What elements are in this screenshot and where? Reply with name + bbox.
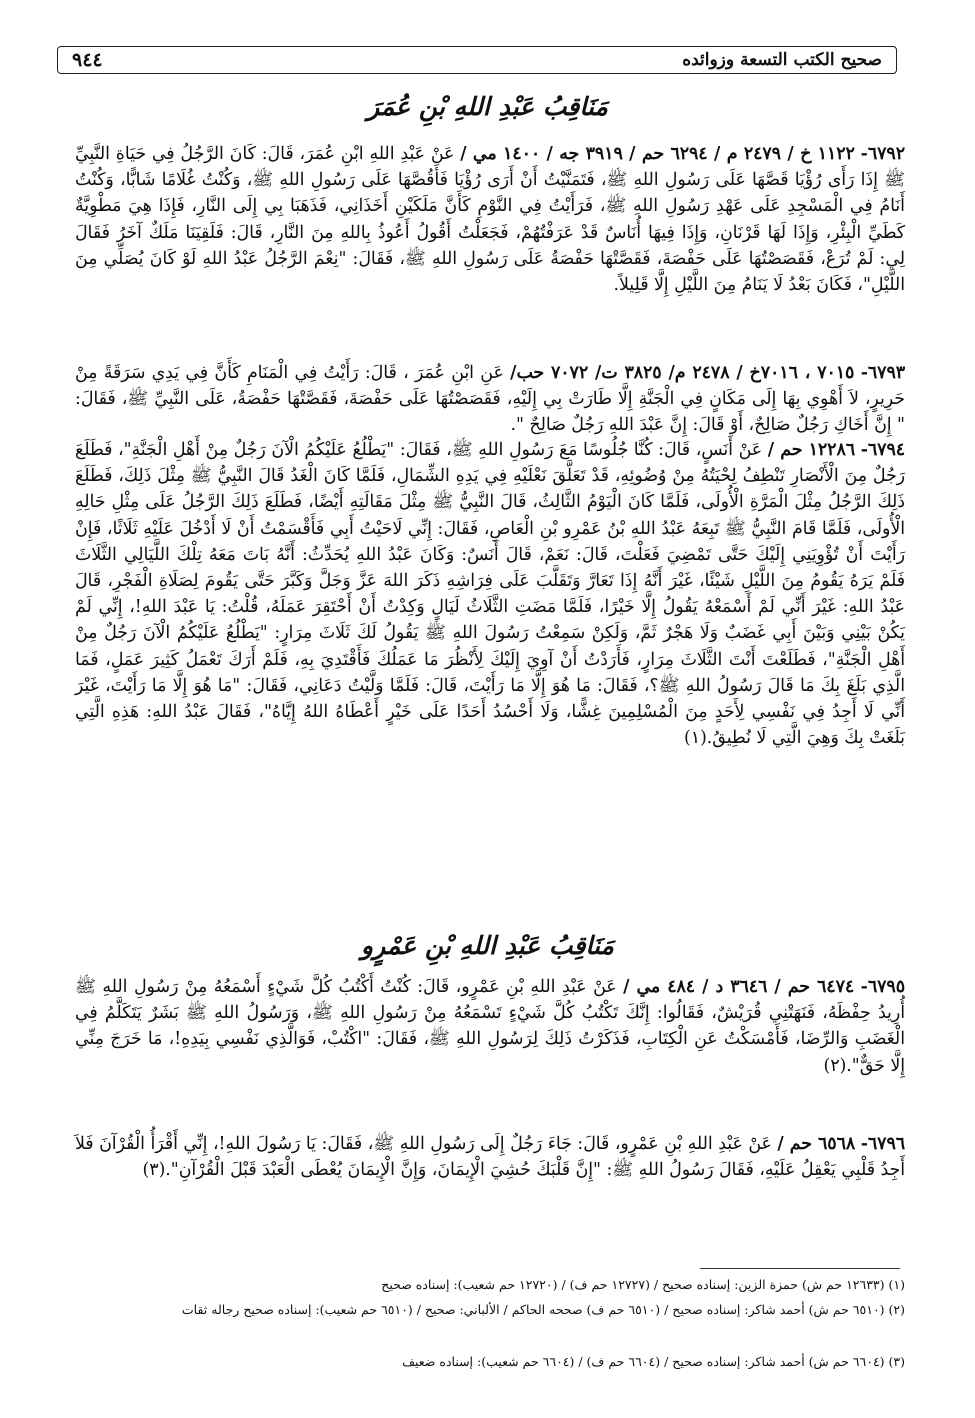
hadith-refs: ٦٥٦٨ حم /	[777, 1134, 856, 1154]
hadith-6792	[75, 141, 905, 298]
hadith-6794	[75, 437, 905, 751]
footnote-1: (١) (١٢٦٣٣ حم ش) حمزة الزين: إسناده صحيح / (١٢٧٢٧ حم ف) / (١٢٧٢٠ حم شعيب): إسناده صحيح	[381, 1277, 905, 1292]
hadith-6793	[75, 360, 905, 439]
footnote-3: (٣) (٦٦٠٤ حم ش) أحمد شاكر: إسناده صحيح / (٦٦٠٤ حم ف) / (٦٦٠٤ حم شعيب): إسناده ضعيف	[402, 1354, 905, 1369]
hadith-refs: ١١٢٢ خ / ٢٤٧٩ م / ٦٢٩٤ حم / ٣٩١٩ جه / ١٤٠٠ مي /	[460, 144, 855, 164]
hadith-text: عَنْ عَبْدِ اللهِ ابْنِ عُمَرَ، قَالَ: كَانَ الرَّجُلُ فِي حَيَاةِ النَّبِيِّ ﷺ إِذَا رَأَى رُؤْيَا قَصَّهَا عَلَى رَسُولِ اللهِ ﷺ، فَتَمَنَّيْتُ أَنْ أَرَى رُؤْيَا فَأَقُصَّهَا عَلَى رَسُولِ اللهِ ﷺ، وَكُنْتُ غُلَامًا شَابًّا، وَكُنْتُ أَنَامُ فِي الْمَسْجِدِ عَلَى عَهْدِ رَسُولِ اللهِ ﷺ، فَرَأَيْتُ فِي النَّوْمِ كَأَنَّ مَلَكَيْنِ أَخَذَانِي، فَذَهَبَا بِي إِلَى النَّارِ، فَإِذَا هِيَ مَطْوِيَّةٌ كَطَيِّ الْبِئْرِ، وَإِذَا لَهَا قَرْنَانِ، وَإِذَا فِيهَا أُنَاسٌ قَدْ عَرَفْتُهُمْ، فَجَعَلْتُ أَقُولُ أَعُوذُ بِاللهِ مِنَ النَّارِ، قَالَ: فَلَقِيَنَا مَلَكٌ آخَرُ فَقَالَ لِي: لَمْ تُرَعْ، فَقَصَصْتُهَا عَلَى حَفْصَةَ، فَقَصَّتْهَا حَفْصَةُ عَلَى رَسُولِ اللهِ ﷺ، فَقَالَ: "نِعْمَ الرَّجُلُ عَبْدُ اللهِ لَوْ كَانَ يُصَلِّي مِنَ اللَّيْلِ"، فَكَانَ بَعْدُ لَا يَنَامُ مِنَ اللَّيْلِ إِلَّا قَلِيلاً.	[75, 144, 905, 296]
hadith-refs: ٦٤٧٤ حم / ٣٦٤٦ د / ٤٨٤ مي /	[623, 977, 855, 997]
page-number: ٩٤٤	[72, 49, 103, 71]
hadith-number: ٦٧٩٤-	[860, 440, 906, 460]
book-title: صحيح الكتب التسعة وزوائده	[682, 50, 882, 70]
hadith-text: عَنْ عَبْدِ اللهِ بْنِ عَمْرٍو، قَالَ: جَاءَ رَجُلٌ إِلَى رَسُولِ اللهِ ﷺ، فَقَالَ: يَا رَسُولَ اللهِ!، إِنِّي أَقْرَأُ الْقُرْآنَ فَلاَ أَجِدُ قَلْبِي يَعْقِلُ عَلَيْهِ، فَقَالَ رَسُولُ اللهِ ﷺ: "إِنَّ قَلْبَكَ حُشِيَ الْإِيمَانَ، وَإِنَّ الْإِيمَانَ يُعْطَى الْعَبْدَ قَبْلَ الْقُرْآنِ".(٣)	[75, 1134, 905, 1181]
hadith-number: ٦٧٩٥-	[860, 977, 905, 997]
hadith-number: ٦٧٩٣-	[860, 363, 906, 383]
section-title-ibn-amr: مَنَاقِبُ عَبْدِ اللهِ بْنِ عَمْرٍو	[361, 931, 614, 960]
hadith-6796	[75, 1131, 905, 1183]
running-header	[57, 46, 897, 74]
hadith-text: عَنْ عَبْدِ اللهِ بْنِ عَمْرٍو، قَالَ: كُنْتُ أَكْتُبُ كُلَّ شَيْءٍ أَسْمَعُهُ مِنْ رَسُولِ اللهِ ﷺ أُرِيدُ حِفْظَهُ، فَنَهَتْنِي قُرَيْشٌ، فَقَالُوا: إِنَّكَ تَكْتُبُ كُلَّ شَيْءٍ تَسْمَعُهُ مِنْ رَسُولِ اللهِ ﷺ، وَرَسُولُ اللهِ ﷺ بَشَرٌ يَتَكَلَّمُ فِي الْغَضَبِ وَالرِّضَا، فَأَمْسَكْتُ عَنِ الْكِتَابِ، فَذَكَرْتُ ذَلِكَ لِرَسُولِ اللهِ ﷺ، فَقَالَ: "اكْتُبْ، فَوَالَّذِي نَفْسِي بِيَدِهِ!، مَا خَرَجَ مِنِّي إِلَّا حَقٌّ".(٢)	[75, 977, 905, 1076]
hadith-number: ٦٧٩٢-	[860, 144, 905, 164]
hadith-refs: ٧٠١٥ ، ٧٠١٦خ / ٢٤٧٨ م/ ٣٨٢٥ ت/ ٧٠٧٢ حب/	[510, 363, 855, 383]
hadith-number: ٦٧٩٦-	[860, 1134, 906, 1154]
hadith-6795	[75, 974, 905, 1079]
footnote-divider	[700, 1268, 900, 1269]
footnote-2: (٢) (٦٥١٠ حم ش) أحمد شاكر: إسناده صحيح / (٦٥١٠ حم ف) صححه الحاكم / الألباني: صحيح / (٦٥١٠ حم شعيب): إسناده صحيح رجاله ثقات	[181, 1302, 905, 1317]
hadith-refs: ١٢٢٨٦ حم /	[767, 440, 856, 460]
hadith-text: عَنْ أَنَسٍ، قَالَ: كُنَّا جُلُوسًا مَعَ رَسُولِ اللهِ ﷺ، فَقَالَ: "يَطْلُعُ عَلَيْكُمُ الْآنَ رَجُلٌ مِنْ أَهْلِ الْجَنَّةِ"، فَطَلَعَ رَجُلٌ مِنَ الْأَنْصَارِ تَنْطِفُ لِحْيَتُهُ مِنْ وُضُوئِهِ، قَدْ تَعَلَّقَ نَعْلَيْهِ فِي يَدِهِ الشِّمَالِ، فَلَمَّا كَانَ الْغَدُ قَالَ النَّبِيُّ ﷺ مِثْلَ ذَلِكَ، فَطَلَعَ ذَلِكَ الرَّجُلُ مِثْلَ الْمَرَّةِ الْأُولَى، فَلَمَّا كَانَ الْيَوْمُ الثَّالِثُ، قَالَ النَّبِيُّ ﷺ مِثْلَ مَقَالَتِهِ أَيْضًا، فَطَلَعَ ذَلِكَ الرَّجُلُ عَلَى مِثْلِ حَالِهِ الْأُولَى، فَلَمَّا قَامَ النَّبِيُّ ﷺ تَبِعَهُ عَبْدُ اللهِ بْنُ عَمْرِو بْنِ الْعَاصِ، فَقَالَ: إِنِّي لَاحَيْتُ أَبِي فَأَقْسَمْتُ أَنْ لَا أَدْخُلَ عَلَيْهِ ثَلَاثًا، فَإِنْ رَأَيْتَ أَنْ تُؤْوِيَنِي إِلَيْكَ حَتَّى تَمْضِيَ فَعَلْتَ، قَالَ: نَعَمْ، قَالَ أَنَسٌ: وَكَانَ عَبْدُ اللهِ يُحَدِّثُ: أَنَّهُ بَاتَ مَعَهُ تِلْكَ اللَّيَالِي الثَّلَاثَ فَلَمْ يَرَهُ يَقُومُ مِنَ اللَّيْلِ شَيْئًا، غَيْرَ أَنَّهُ إِذَا تَعَارَّ وَتَقَلَّبَ عَلَى فِرَاشِهِ ذَكَرَ اللهَ عَزَّ وَجَلَّ وَكَبَّرَ حَتَّى يَقُومَ لِصَلَاةِ الْفَجْرِ، قَالَ عَبْدُ اللهِ: غَيْرَ أَنِّي لَمْ أَسْمَعْهُ يَقُولُ إِلَّا خَيْرًا، فَلَمَّا مَضَتِ الثَّلَاثُ لَيَالٍ وَكِدْتُ أَنْ أَحْتَقِرَ عَمَلَهُ، قُلْتُ: يَا عَبْدَ اللهِ!، إِنِّي لَمْ يَكُنْ بَيْنِي وَبَيْنَ أَبِي غَضَبٌ وَلَا هَجْرٌ ثَمَّ، وَلَكِنْ سَمِعْتُ رَسُولَ اللهِ ﷺ يَقُولُ لَكَ ثَلَاثَ مِرَارٍ: "يَطْلُعُ عَلَيْكُمُ الْآنَ رَجُلٌ مِنْ أَهْلِ الْجَنَّةِ"، فَطَلَعْتَ أَنْتَ الثَّلَاثَ مِرَارٍ، فَأَرَدْتُ أَنْ آوِيَ إِلَيْكَ لِأَنْظُرَ مَا عَمَلُكَ فَأَقْتَدِيَ بِهِ، فَلَمْ أَرَكَ تَعْمَلُ كَثِيرَ عَمَلٍ، فَمَا الَّذِي بَلَغَ بِكَ مَا قَالَ رَسُولُ اللهِ ﷺ؟، فَقَالَ: مَا هُوَ إِلَّا مَا رَأَيْتَ، قَالَ: فَلَمَّا وَلَّيْتُ دَعَانِي، فَقَالَ: "مَا هُوَ إِلَّا مَا رَأَيْتَ، غَيْرَ أَنِّي لَا أَجِدُ فِي نَفْسِي لِأَحَدٍ مِنَ الْمُسْلِمِينَ غِشًّا، وَلَا أَحْسُدُ أَحَدًا عَلَى خَيْرٍ أَعْطَاهُ اللهُ إِيَّاهُ"، فَقَالَ عَبْدُ اللهِ: هَذِهِ الَّتِي بَلَغَتْ بِكَ وَهِيَ الَّتِي لَا نُطِيقُ.(١)	[75, 440, 905, 749]
hadith-text: عَنِ ابْنِ عُمَرَ ، قَالَ: رَأَيْتُ فِي الْمَنَامِ كَأَنَّ فِي يَدِي سَرَقَةً مِنْ حَرِيرٍ، لاَ أَهْوِي بِهَا إِلَى مَكَانٍ فِي الْجَنَّةِ إِلَّا طَارَتْ بِي إِلَيْهِ، فَقَصَصْتُهَا عَلَى حَفْصَةَ، فَقَصَّتْهَا حَفْصَةُ، عَلَى النَّبِيِّ ﷺ، فَقَالَ: " إِنَّ أَخَاكِ رَجُلٌ صَالِحٌ، أَوْ قَالَ: إِنَّ عَبْدَ اللهِ رَجُلٌ صَالِحٌ ".	[75, 363, 905, 436]
section-title-ibn-umar: مَنَاقِبُ عَبْدِ اللهِ بْنِ عُمَرَ	[367, 92, 608, 121]
